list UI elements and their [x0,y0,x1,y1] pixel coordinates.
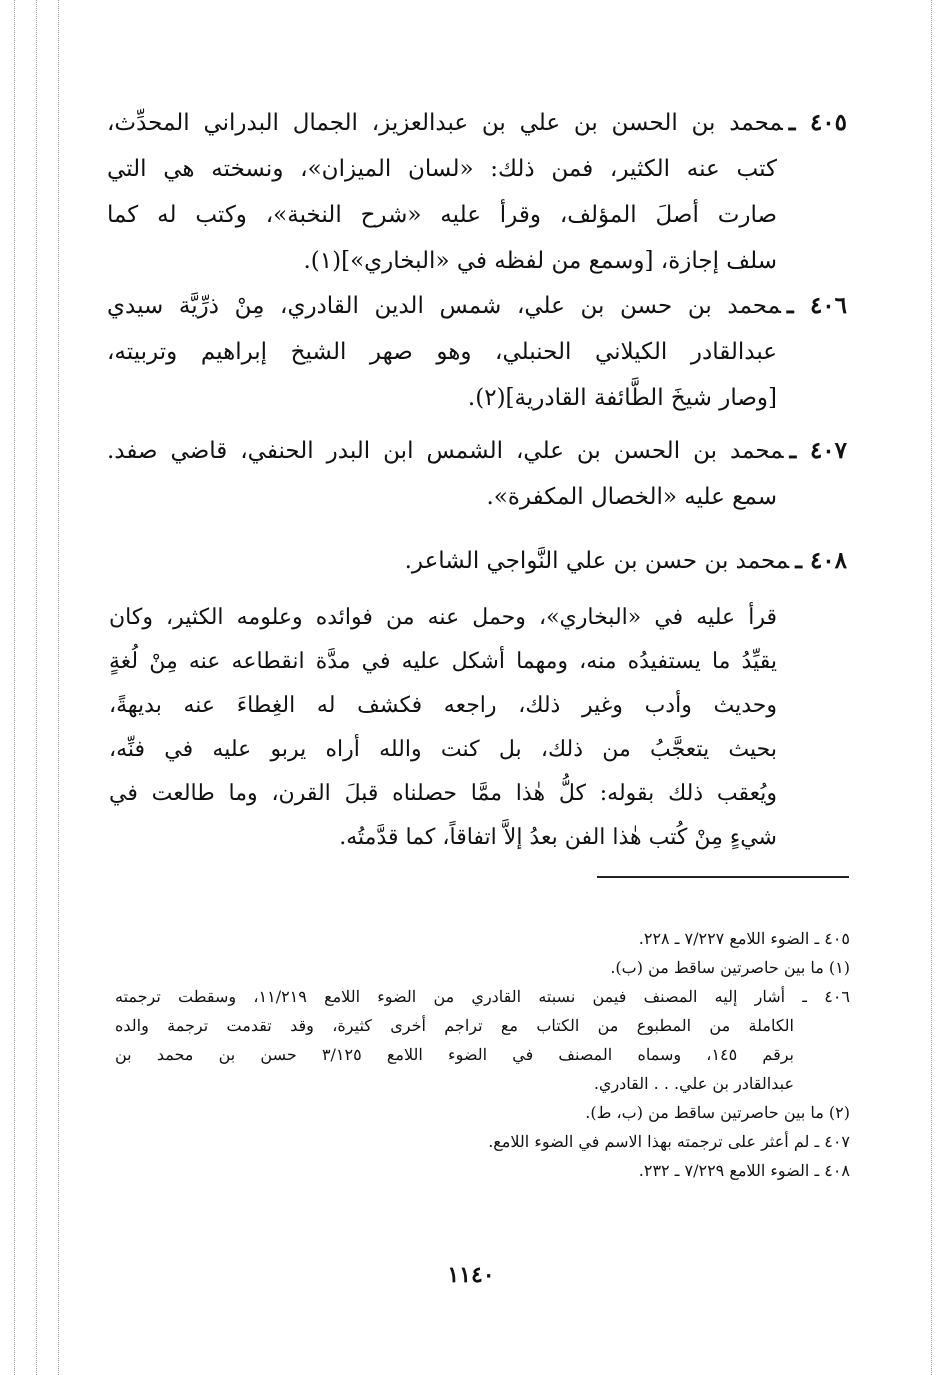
entry-line: ٤٠٨ ـمحمد بن حسن بن علي النَّواجي الشاعر. [404,547,847,574]
biography-entry-407 [107,428,847,520]
footnote-separator [597,876,849,878]
paragraph-line: يقيِّدُ ما يستفيدُه منه، ومهما أشكل عليه في مدَّة انقطاعه عنه مِنْ لُغةٍ [109,649,777,674]
body-paragraph [109,596,777,860]
footnote-line: الكاملة من المطبوع من الكتاب مع تراجم أخرى كثيرة، وقد تقدمت ترجمة والده [115,1016,794,1035]
page-number: ١١٤٠ [447,1262,495,1288]
footnotes [115,924,850,1185]
entry-line: عبدالقادر الكيلاني الحنبلي، وهو صهر الشيخ إبراهيم وتربيته، [107,339,777,365]
footnote-line: ٤٠٧ ـ لم أعثر على ترجمته بهذا الاسم في الضوء اللامع. [488,1132,850,1151]
entry-line: صارت أصلَ المؤلف، وقرأ عليه «شرح النخبة»، وكتب له كما [107,202,777,228]
entry-line: ٤٠٧ ـمحمد بن الحسن بن علي، الشمس ابن البدر الحنفي، قاضي صفد. [107,437,847,464]
entry-line: [وصار شيخَ الطَّائفة القادرية](٢). [467,385,777,411]
footnote-line: (٢) ما بين حاصرتين ساقط من (ب، ط). [585,1103,850,1122]
footnote-line: عبدالقادر بن علي. . . القادري. [593,1074,794,1093]
paragraph-line: ويُعقب ذلك بقوله: كلُّ هٰذا ممَّا حصلناه قبلَ القرن، وما طالعت في [109,781,777,806]
entry-number: ٤٠٥ ـ [788,109,847,136]
entry-line: كتب عنه الكثير، فمن ذلك: «لسان الميزان»، ونسخته هي التي [107,156,777,182]
entry-line: سمع عليه «الخصال المكفرة». [486,484,777,510]
scan-margin-dots [14,0,15,1375]
footnote-line: ٤٠٨ ـ الضوء اللامع ٧/٢٢٩ ـ ٢٣٢. [638,1161,850,1180]
biography-entry-406 [107,283,847,421]
entry-number: ٤٠٧ ـ [789,437,847,464]
entry-number: ٤٠٦ ـ [786,292,847,319]
paragraph-line: شيءٍ مِنْ كُتب هٰذا الفن بعدُ إلاَّ اتفاقاً، كما قدَّمتُه. [339,825,777,850]
biography-entry-408 [107,538,847,584]
paragraph-line: قرأ عليه في «البخاري»، وحمل عنه من فوائده وعلومه الكثير، وكان [109,605,777,630]
footnote-line: برقم ١٤٥، وسماه المصنف في الضوء اللامع ٣/١٢٥ حسن بن محمد بن [115,1045,794,1064]
entry-number: ٤٠٨ ـ [795,547,847,574]
entry-line: ٤٠٦ ـمحمد بن حسن بن علي، شمس الدين القادري، مِنْ ذرِّيَّة سيدي [107,292,847,319]
entry-line: ٤٠٥ ـمحمد بن الحسن بن علي بن عبدالعزيز، الجمال البدراني المحدِّث، [107,109,847,136]
footnote-line: ٤٠٦ ـ أشار إليه المصنف فيمن نسبته القادري من الضوء اللامع ١١/٢١٩، وسقطت ترجمته [115,987,850,1006]
paragraph-line: بحيث يتعجَّبُ من ذلك، بل كنت والله أراه يربو عليه في فنِّه، [109,737,777,762]
scan-margin-dots [931,0,932,1375]
scan-margin-dots [36,0,37,1375]
footnote-line: (١) ما بين حاصرتين ساقط من (ب). [610,958,850,977]
entry-line: سلف إجازة، [وسمع من لفظه في «البخاري»](١). [303,248,777,274]
biography-entry-405 [107,100,847,284]
footnote-line: ٤٠٥ ـ الضوء اللامع ٧/٢٢٧ ـ ٢٢٨. [638,929,850,948]
scan-margin-dots [58,0,59,1375]
paragraph-line: وحديث وأدب وغير ذلك، راجعه فكشف له الغِطاءَ عنه بديهةً، [109,693,777,718]
